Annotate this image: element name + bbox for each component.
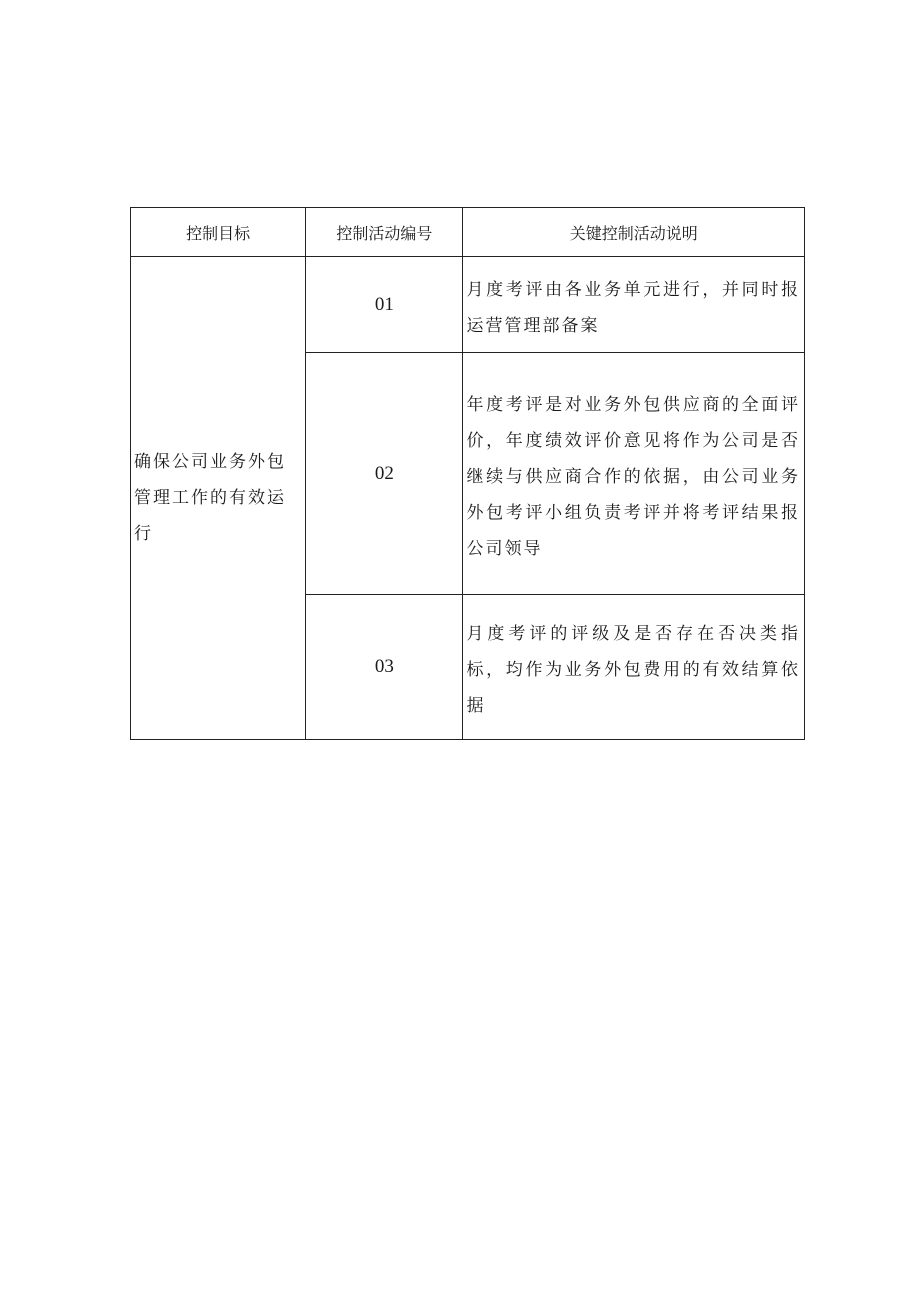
table-row — [131, 257, 805, 353]
activity-description-cell: 月度考评由各业务单元进行，并同时报运营管理部备案 — [463, 257, 805, 353]
activity-number-cell: 02 — [306, 353, 463, 595]
activity-description-cell: 年度考评是对业务外包供应商的全面评价，年度绩效评价意见将作为公司是否继续与供应商合作的依据，由公司业务外包考评小组负责考评并将考评结果报公司领导 — [463, 353, 805, 595]
table-header-row — [131, 208, 805, 257]
header-activity-number: 控制活动编号 — [306, 208, 463, 257]
activity-number-cell: 03 — [306, 595, 463, 740]
activity-description-cell: 月度考评的评级及是否存在否决类指标，均作为业务外包费用的有效结算依据 — [463, 595, 805, 740]
control-activity-table — [130, 207, 805, 740]
header-control-goal: 控制目标 — [131, 208, 306, 257]
control-goal-cell: 确保公司业务外包管理工作的有效运行 — [131, 257, 306, 740]
header-activity-description: 关键控制活动说明 — [463, 208, 805, 257]
activity-number-cell: 01 — [306, 257, 463, 353]
